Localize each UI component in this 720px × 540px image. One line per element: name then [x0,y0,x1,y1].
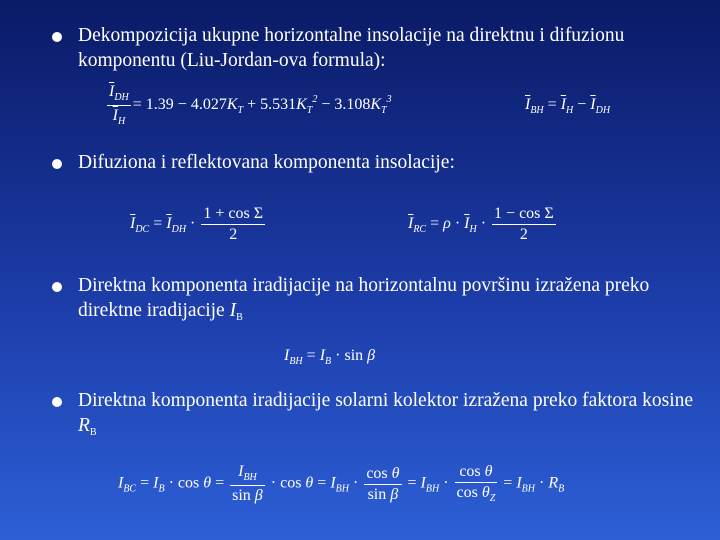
formula-liu-jordan: $\frac{\overline{I}_{DH}}{\overline{I}_H}$ = $1.39 - 4.027K_T + 5.531K_T^2 - 3.108K_T^3$ [109,83,392,127]
bullet-text-3 [78,273,698,330]
bullet-text-2: Difuziona i reflektovana komponenta insolacije: [78,152,455,173]
formula-diffuse-collector: $\overline{I}_{DC} = \overline{I}_{DH}$ · $\frac{\text{1 + cos Σ}}{2}$ [130,205,264,243]
symbol-ib: I [229,300,237,321]
bullet-dot-4 [52,397,62,407]
symbol-rb: R [78,415,90,436]
symbol-ib-sub: B [236,312,243,323]
bullet-dot-1 [52,32,62,42]
formula-beam-collector: $I_{BC} = I_B \cdot \cos \theta$ = $\frac{I_{BH}}{\text{sin β}}$ · $\cos \theta = I_{BH}$ · $\frac{\text{cos θ}}{\text{sin β}}$ = $I_{BH}$ · $\frac{\text{cos θ}}{\cos \theta_Z}$ = $I_{BH} \cdot R_B$ [118,463,565,504]
bullet-text-3-main: Direktna komponenta iradijacije na horizontalnu površinu izražena preko direktne iradijacije [78,275,650,321]
formula-beam-horizontal: $I_{BH} = I_B \cdot \sin \beta$ [284,347,376,367]
bullet-dot-2 [52,159,62,169]
bullet-text-4 [78,388,698,445]
formula-direct-horizontal: $\overline{I}_{BH} = \overline{I}_H - \overline{I}_{DH}$ [525,96,611,116]
bullet-dot-3 [52,282,62,292]
bullet-text-4-main: Direktna komponenta iradijacije solarni kolektor izražena preko faktora kosine [78,390,694,411]
symbol-rb-sub: B [89,427,97,438]
bullet-text-1: Dekompozicija ukupne horizontalne insolacije na direktnu i difuzionu komponentu (Liu-Jordan-ova formula): [78,25,625,71]
formula-reflected-collector: $\overline{I}_{RC} = \rho \cdot \overline{I}_H$ · $\frac{\text{1 − cos Σ}}{2}$ [408,205,554,243]
